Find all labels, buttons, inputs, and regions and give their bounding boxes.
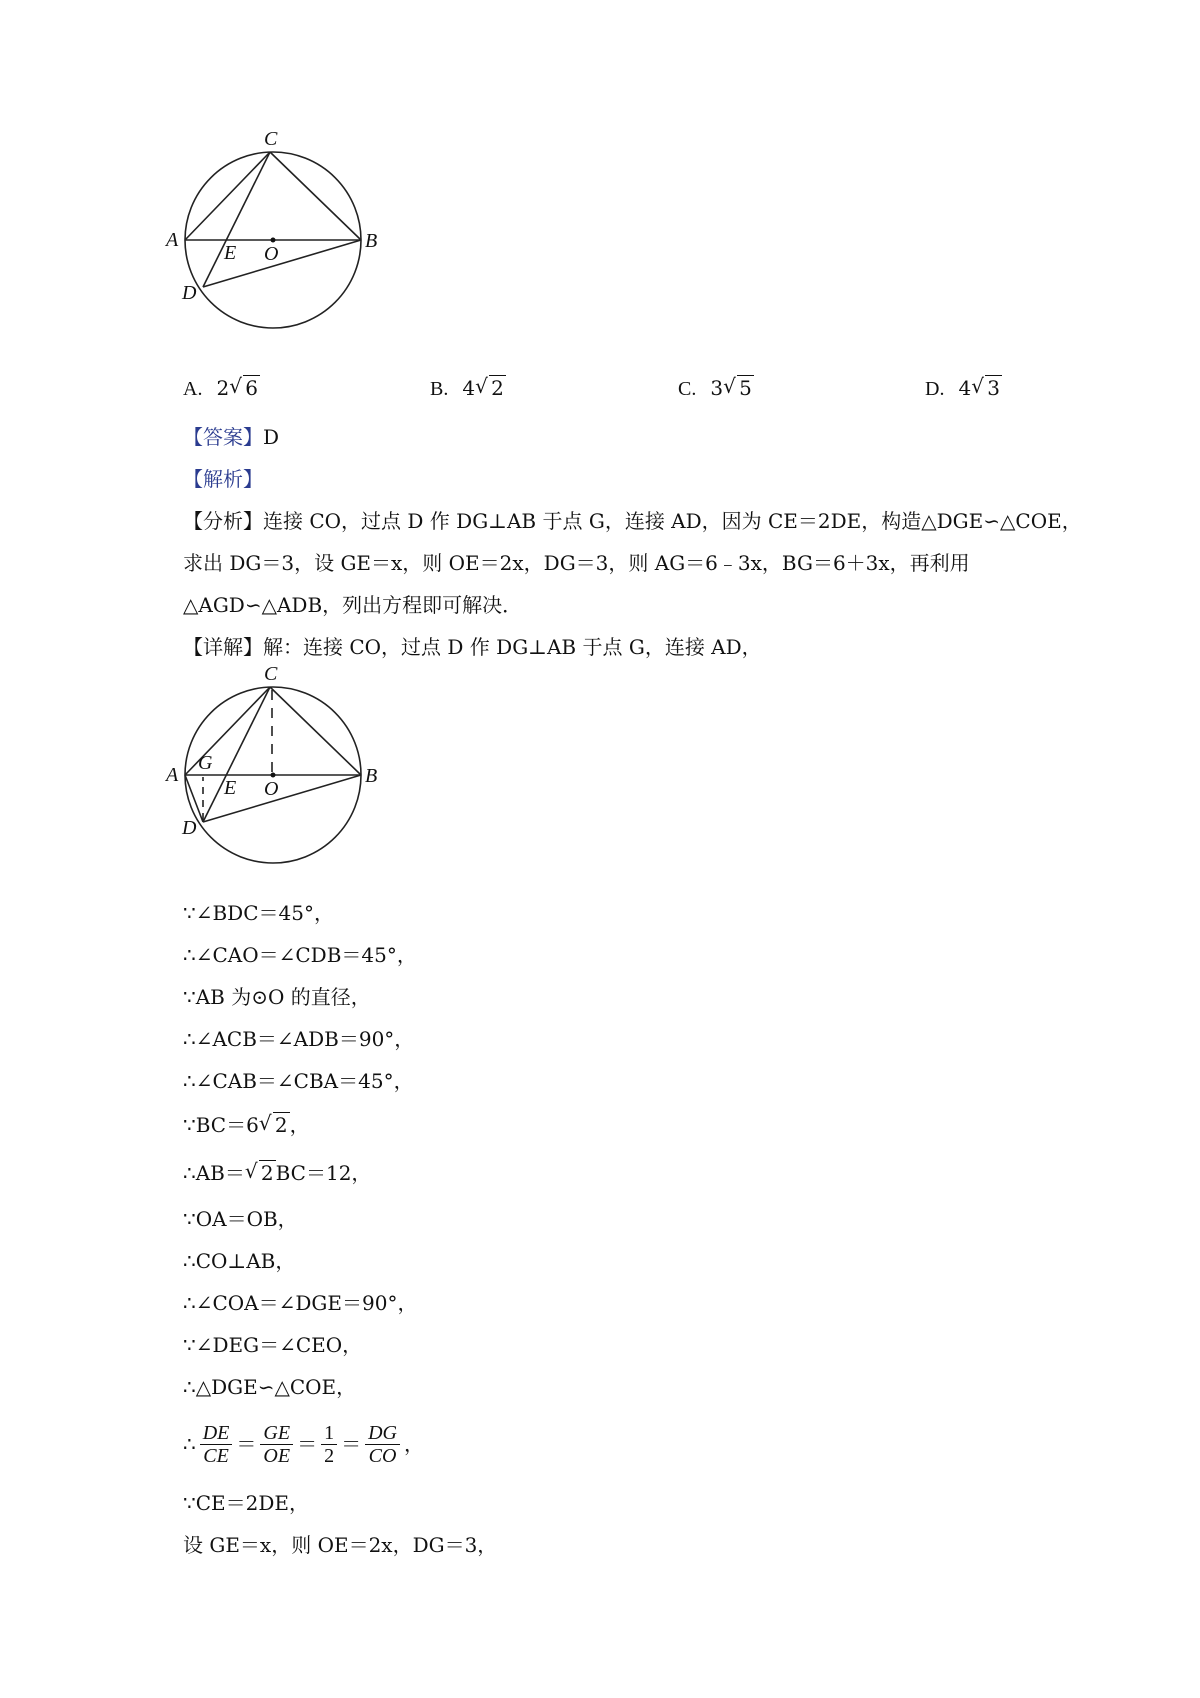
label-b: B xyxy=(365,765,378,787)
sqrt-symbol: √ 5 xyxy=(723,374,752,400)
point-o xyxy=(271,238,276,243)
xiangjie-line: 【详解】解：连接 CO，过点 D 作 DG⊥AB 于点 G，连接 AD， xyxy=(183,635,762,659)
step-ab: ∴AB＝ √ 2 BC＝12， xyxy=(183,1159,372,1185)
label-o: O xyxy=(264,243,279,265)
label-o: O xyxy=(264,778,279,800)
sqrt-symbol: √ 2 xyxy=(475,374,504,400)
step-10: ∴△DGE∽△COE， xyxy=(183,1375,357,1399)
sqrt-symbol: √ 6 xyxy=(229,374,258,400)
label-e: E xyxy=(224,242,237,264)
step-set: 设 GE＝x，则 OE＝2x，DG＝3， xyxy=(183,1533,498,1557)
fenxi-line-1: 【分析】连接 CO，过点 D 作 DG⊥AB 于点 G，连接 AD，因为 CE＝2DE，构造△DGE∽△COE， xyxy=(183,509,1082,533)
step-ce: ∵CE＝2DE， xyxy=(183,1491,309,1515)
fraction-dg-co: $\frac{DG}{CO}$ xyxy=(365,1422,400,1467)
sqrt-symbol: √ 2 xyxy=(258,1111,288,1137)
label-b: B xyxy=(365,230,378,252)
fraction-one-half: $\frac{1}{2}$ xyxy=(321,1422,337,1467)
label-d: D xyxy=(182,817,197,839)
choice-d[interactable]: D. 4 √ 3 xyxy=(925,374,1000,400)
step-9: ∵∠DEG＝∠CEO， xyxy=(183,1333,363,1357)
step-3: ∵AB 为⊙O 的直径， xyxy=(183,985,371,1009)
label-e: E xyxy=(224,777,237,799)
step-1: ∵∠BDC＝45°， xyxy=(183,901,334,925)
fraction-ge-oe: $\frac{GE}{OE}$ xyxy=(260,1422,293,1467)
step-4: ∴∠ACB＝∠ADB＝90°， xyxy=(183,1027,415,1051)
answer-line xyxy=(183,424,279,450)
figure-circle-2 xyxy=(160,660,400,890)
label-c: C xyxy=(264,663,278,685)
segment-cb xyxy=(270,152,361,240)
label-g: G xyxy=(198,752,213,774)
segment-cb xyxy=(270,687,361,775)
fenxi-line-2: 求出 DG＝3，设 GE＝x，则 OE＝2x，DG＝3，则 AG＝6﹣3x，BG＝6＋3x，再利用 xyxy=(183,551,970,575)
label-d: D xyxy=(182,282,197,304)
step-8: ∴∠COA＝∠DGE＝90°， xyxy=(183,1291,418,1315)
choice-b[interactable]: B. 4 √ 2 xyxy=(430,374,504,400)
analysis-tag: 【解析】 xyxy=(183,467,263,491)
step-bc: ∵BC＝6 √ 2 ， xyxy=(183,1111,310,1137)
answer-tag: 【答案】 xyxy=(183,425,263,449)
step-2: ∴∠CAO＝∠CDB＝45°， xyxy=(183,943,417,967)
segment-cd xyxy=(203,152,270,287)
step-7: ∴CO⊥AB， xyxy=(183,1249,296,1273)
fraction-de-ce: $\frac{DE}{CE}$ xyxy=(200,1422,233,1467)
figure-circle-1 xyxy=(160,125,400,355)
label-c: C xyxy=(264,128,278,150)
answer-value: D xyxy=(263,425,280,449)
fenxi-line-3: △AGD∽△ADB，列出方程即可解决． xyxy=(183,593,523,617)
sqrt-symbol: √ 3 xyxy=(971,374,1000,400)
step-6: ∵OA＝OB， xyxy=(183,1207,298,1231)
choice-a[interactable]: A. 2 √ 6 xyxy=(183,374,258,400)
step-5: ∴∠CAB＝∠CBA＝45°， xyxy=(183,1069,414,1093)
ratio-line: ∴ $\frac{DE}{CE}$ ＝ $\frac{GE}{OE}$ ＝ $\frac{1}{2}$ ＝ $\frac{DG}{CO}$ ， xyxy=(183,1421,424,1467)
choice-c[interactable]: C. 3 √ 5 xyxy=(678,374,752,400)
sqrt-symbol: √ 2 xyxy=(244,1159,274,1185)
xiangjie-tag: 【详解】 xyxy=(183,635,263,659)
point-o xyxy=(271,773,276,778)
label-a: A xyxy=(166,764,179,786)
segment-cd xyxy=(203,687,270,822)
fenxi-tag: 【分析】 xyxy=(183,509,263,533)
label-a: A xyxy=(166,229,179,251)
